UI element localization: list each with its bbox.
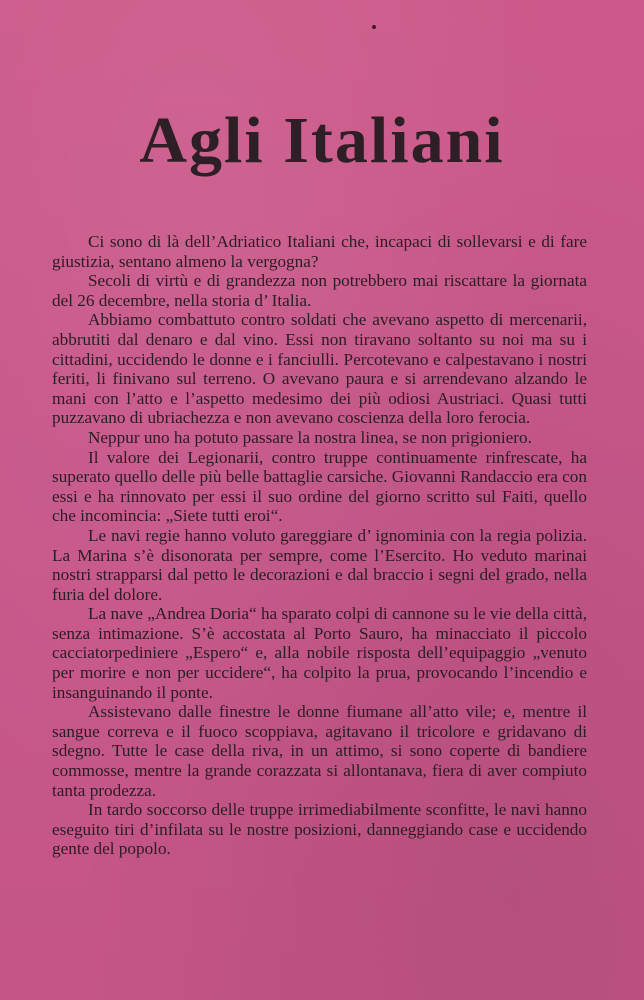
ink-spot (372, 25, 376, 29)
paragraph: Neppur uno ha potuto passare la nostra linea, se non prigioniero. (88, 427, 532, 447)
paragraph: Ci sono di là dell’Adriatico Italiani che, incapaci di sollevarsi e di fare giustizia, sentano almeno la vergogna? (52, 232, 587, 271)
paragraph: Abbiamo combattuto contro soldati che avevano aspetto di mercenarii, abbrutiti dal denaro e dal vino. Essi non tiravano soltanto su noi ma su i cittadini, uccidendo le donne e i fanciulli. Percotevano e calpestavano i nostri feriti, li finivano sul terreno. O avevano paura e si arrendevano alzando le mani con l’atto e l’aspetto medesimo dei più odiosi Austriaci. Quasi tutti puzzavano di ubriachezza e non avevano coscienza della loro ferocia. (52, 310, 587, 428)
paragraph: Il valore dei Legionarii, contro truppe continuamente rinfrescate, ha superato quello delle più belle battaglie carsiche. Giovanni Randaccio era con essi e ha rinnovato per essi il suo ordine del giorno scritto sul Faiti, quello che incomincia: „Siete tutti eroi“. (52, 447, 587, 526)
paragraph: Assistevano dalle finestre le donne fiumane all’atto vile; e, mentre il sangue correva e il fuoco scoppiava, agitavano il tricolore e gridavano di sdegno. Tutte le case della riva, in un attimo, si sono coperte di bandiere commosse, mentre la grande corazzata si allontanava, fiera di aver compiuto tanta prodezza. (52, 702, 587, 800)
leaflet-title: Agli Italiani (139, 104, 505, 177)
paragraph: Le navi regie hanno voluto gareggiare d’ ignominia con la regia polizia. La Marina s’è disonorata per sempre, come l’Esercito. Ho veduto marinai nostri strapparsi dal petto le decorazioni e dal braccio i segni del grado, nella furia del dolore. (52, 525, 587, 604)
paragraph: Secoli di virtù e di grandezza non potrebbero mai riscattare la giornata del 26 decembre, nella storia d’ Italia. (52, 271, 587, 310)
paragraph: La nave „Andrea Doria“ ha sparato colpi di cannone su le vie della città, senza intimazione. S’è accostata al Porto Sauro, ha minacciato il piccolo cacciatorpediniere „Espero“ e, alla nobile risposta dell’equipaggio „venuto per morire e non per uccidere“, ha colpito la prua, provocando l’incendio e insanguinando il ponte. (52, 604, 587, 702)
leaflet-body (52, 232, 587, 859)
paragraph: In tardo soccorso delle truppe irrimediabilmente sconfitte, le navi hanno eseguito tiri d’infilata su le nostre posizioni, danneggiando case e uccidendo gente del popolo. (52, 800, 587, 859)
